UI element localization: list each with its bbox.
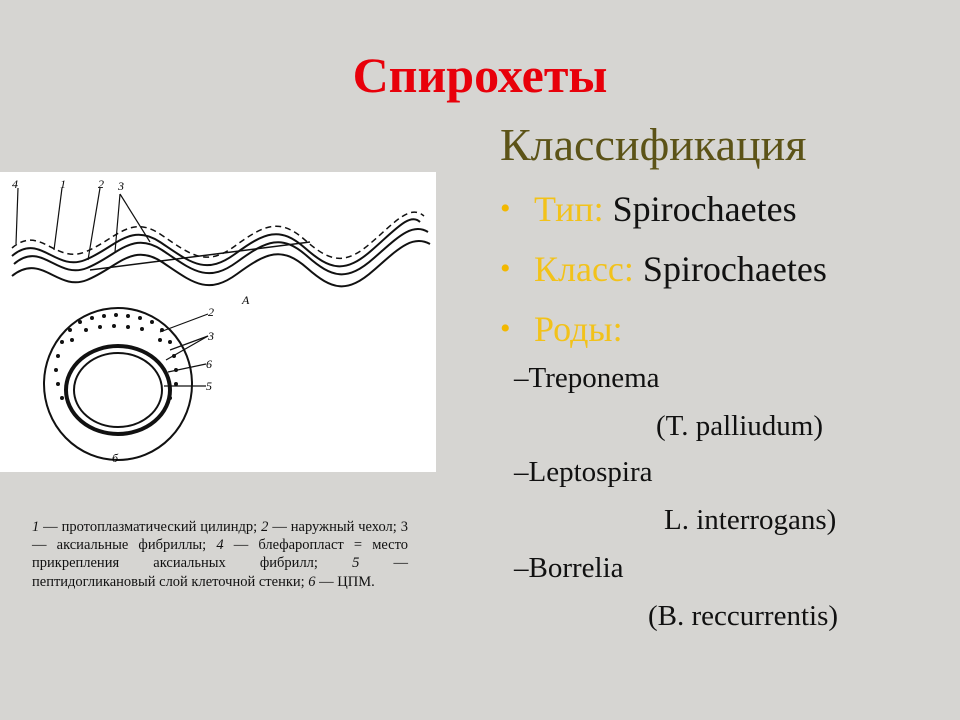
figure-label-a: А bbox=[242, 293, 250, 307]
figure-label-1: 1 bbox=[60, 177, 66, 191]
bullet-key: Класс: bbox=[534, 249, 634, 289]
bullet-value: Spirochaetes bbox=[612, 189, 797, 229]
caption-num: 4 bbox=[216, 537, 224, 554]
bullet-dot-icon: • bbox=[500, 252, 511, 285]
caption-text: — протоплазматический цилиндр; bbox=[39, 519, 262, 535]
cross-section-fibril-dots bbox=[54, 313, 178, 400]
outer-sheath-dashed bbox=[12, 212, 424, 258]
figure-label-4: 4 bbox=[12, 177, 18, 191]
outer-sheath-line bbox=[12, 219, 420, 266]
spirochete-diagram bbox=[0, 172, 436, 472]
genus-borrelia: –Borrelia bbox=[514, 552, 624, 584]
figure-label-3: 3 bbox=[118, 179, 124, 193]
protoplasmic-cylinder-top bbox=[14, 229, 428, 274]
figure-label-2: 2 bbox=[98, 177, 104, 191]
figure-label-2b: 2 bbox=[208, 305, 214, 319]
figure-label-b: б bbox=[112, 451, 119, 465]
species-leptospira: L. interrogans) bbox=[664, 504, 837, 536]
bullet-value: Spirochaetes bbox=[642, 249, 827, 289]
species-borrelia: (B. reccurrentis) bbox=[648, 600, 839, 632]
bullet-class bbox=[500, 248, 827, 308]
axial-fibril bbox=[90, 242, 310, 270]
caption-num: 5 bbox=[352, 555, 360, 572]
figure-label-5: 5 bbox=[206, 379, 212, 393]
slide-subtitle: Классификация bbox=[500, 119, 807, 170]
bullet-key: Тип: bbox=[534, 189, 604, 229]
bullet-dot-icon: • bbox=[500, 312, 511, 345]
bullet-type bbox=[500, 188, 827, 248]
genus-treponema: –Treponema bbox=[514, 362, 660, 394]
figure-label-3b: 3 bbox=[208, 329, 214, 343]
slide-title: Спирохеты bbox=[352, 47, 608, 103]
species-treponema: (T. palliudum) bbox=[656, 410, 823, 442]
caption-text: — пептидогликановый слой клеточной стенки; bbox=[32, 555, 408, 590]
figure-label-6: 6 bbox=[206, 357, 212, 371]
bullet-genera bbox=[500, 308, 827, 368]
bullet-key: Роды: bbox=[534, 309, 623, 349]
caption-text: — блефаропласт = место прикрепления аксиальных фибрилл; bbox=[32, 537, 408, 572]
caption-num: 1 bbox=[32, 519, 40, 535]
classification-list bbox=[500, 188, 827, 368]
caption-text: — ЦПМ. bbox=[315, 573, 375, 590]
figure-caption bbox=[32, 518, 408, 591]
spirochete-drawing bbox=[0, 172, 436, 472]
caption-num: 2 bbox=[261, 519, 269, 535]
caption-text: — наружный чехол; 3 — аксиальные фибриллы; bbox=[32, 519, 409, 554]
cross-section-peptidoglycan bbox=[66, 346, 170, 434]
bullet-dot-icon: • bbox=[500, 192, 511, 225]
caption-num: 6 bbox=[308, 573, 316, 590]
genus-leptospira: –Leptospira bbox=[514, 456, 653, 488]
cross-section-membrane bbox=[74, 353, 162, 427]
